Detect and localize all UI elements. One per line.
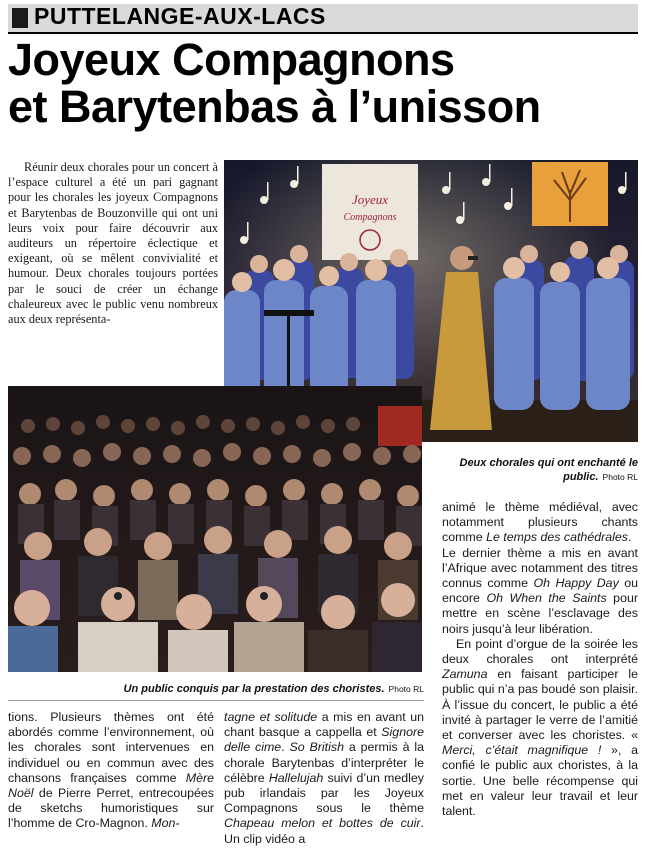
song-title: Chapeau melon et bottes de cuir: [224, 816, 421, 831]
body-column-b: [224, 710, 424, 847]
choir-caption-text: Deux chorales qui ont enchanté le public.: [459, 457, 638, 483]
song-title: Oh Happy Day: [533, 576, 619, 591]
song-title: So British: [289, 740, 344, 755]
right-paragraph-2: Le dernier thème a mis en avant l’Afrique avec notamment des titres connus comme Oh Happy Day ou encore Oh When the Saints pour mettre en scène l’esclavage des noirs jusqu’à leur libération.: [442, 545, 638, 636]
column-a-paragraph: tions. Plusieurs thèmes ont été abordés comme l’environnement, où les chorales sont intervenues en individuel ou en commun avec des chansons françaises comme Mère Noël de Pierre Perret, entrecoupées de sketchs humoristiques sur l’homme de Cro-Magnon. Mon-: [8, 710, 214, 831]
quote: Merci, c’était magnifique !: [442, 743, 602, 758]
choir-photo-credit: Photo RL: [602, 472, 638, 482]
audience-caption: [8, 682, 424, 696]
headline: [8, 36, 640, 130]
song-title: Mère Noël: [8, 770, 214, 801]
song-title: Le temps des cathédrales: [486, 530, 628, 545]
column-b-paragraph: tagne et solitude a mis en avant un chant basque a cappella et Signore delle cime. So British a permis à la chorale Barytenbas d’interpréter le célèbre Hallelujah suivi d’un medley pub irlandais par les Joyeux Compagnons sous le thème Chapeau melon et bottes de cuir. Un clip vidéo a: [224, 710, 425, 846]
audience-photo: [8, 386, 422, 672]
section-kicker: PUTTELANGE-AUX-LACS: [34, 3, 326, 29]
right-paragraph-3: En point d’orgue de la soirée les deux chorales ont interprété Zamuna en faisant participer le public qui n’a pas boudé son plaisir. À l’issue du concert, le public a été invité à partager le verre de l’amitié et converser avec les choristes. « Merci, c’était magnifique ! », a confié le public aux choristes, à la sortie. Une belle récompense qui met en valeur leur travail et leur talent.: [442, 636, 638, 819]
audience-caption-text: Un public conquis par la prestation des choristes.: [123, 683, 385, 695]
song-title: Zamuna: [442, 667, 488, 682]
song-title: tagne et solitude: [224, 710, 318, 724]
headline-line-1: Joyeux Compagnons: [8, 34, 455, 85]
choir-caption: [440, 456, 638, 484]
song-title: Hallelujah: [268, 770, 324, 785]
song-title: Oh When the Saints: [486, 591, 607, 606]
body-column-right: [442, 500, 638, 819]
caption-divider: [8, 700, 424, 701]
right-paragraph-1: animé le thème médiéval, avec notamment plusieurs chants comme Le temps des cathédrales.: [442, 500, 638, 545]
banner-text-2: Compagnons: [343, 212, 397, 223]
song-title: Mon-: [151, 816, 180, 831]
body-column-a: [8, 710, 214, 832]
banner-text-1: Joyeux: [351, 192, 389, 207]
headline-line-2: et Barytenbas à l’unisson: [8, 81, 541, 132]
song-title: Signore delle cime: [224, 725, 424, 755]
kicker-square: [12, 8, 28, 28]
audience-photo-credit: Photo RL: [388, 684, 424, 694]
intro-paragraph: Réunir deux chorales pour un concert à l’espace culturel a été un pari gagnant pour les chorales les joyeux Compagnons et Barytenbas de Bouzonville qui ont uni leurs voix pour faire découvrir aux auditeurs un répertoire éclectique et exigeant, où se mêlent convivialité et humour. Deux chorales toujours portées par le souci de créer un échange chaleureux avec le public venu nombreux aux deux représenta-: [8, 160, 218, 327]
